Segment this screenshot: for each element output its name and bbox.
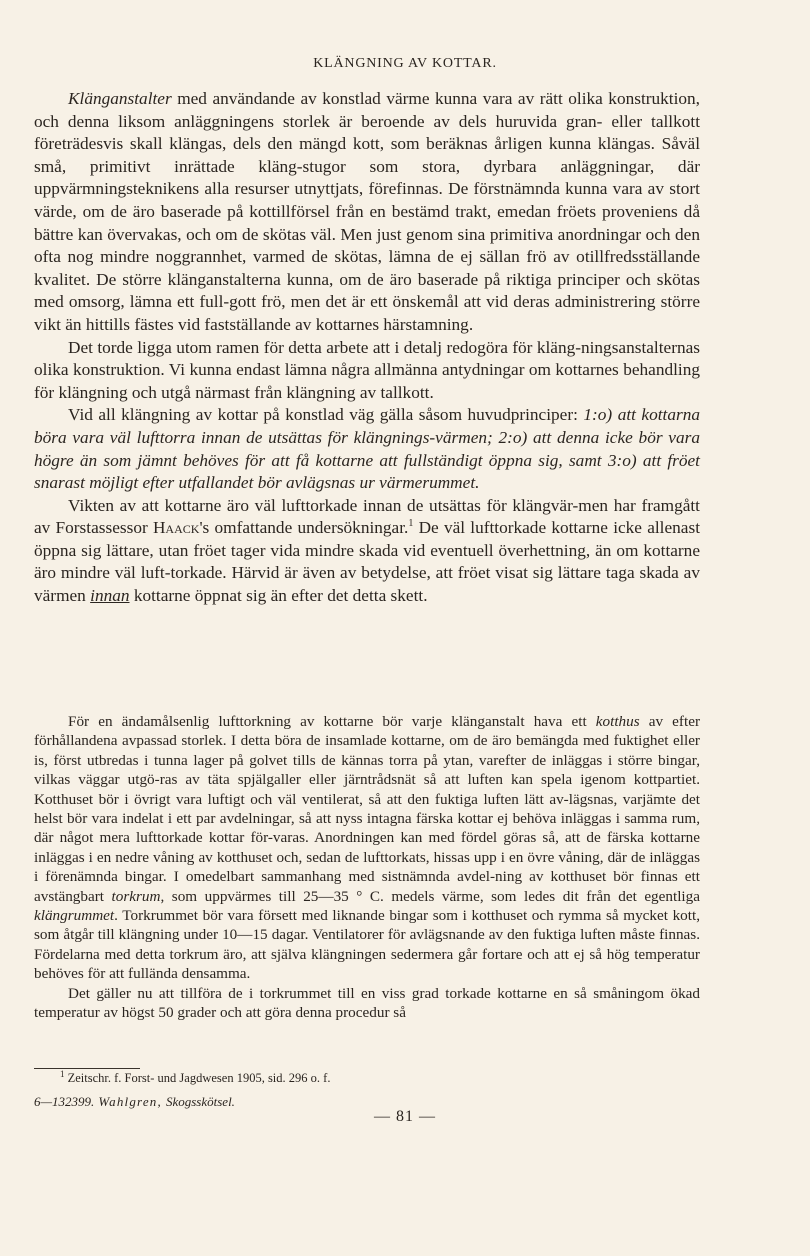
paragraph-1: Klänganstalter med användande av konstlad värme kunna vara av rätt olika konstruktion, och denna liksom anläggningens storlek är beroende av dels huruvida gran- eller tallkott företrädesvis skall klängas, dels den mängd kott, som beräknas årligen kunna klängas. Såväl små, primitivt inrättade kläng-stugor som stora, dyrbara anläggningar, där uppvärmningsteknikens alla resurser utnyttjats, förefinnas. De förstnämnda kunna vara av stort värde, om de äro baserade på kottillförsel från en bestämd trakt, emedan fröets proveniens då bättre kan övervakas, och om de skötas väl. Men just genom sina primitiva anordningar och den ofta nog mindre noggrannhet, varmed de skötas, lämna de ej sällan frö av otillfredsställande kvalitet. De större klänganstalterna kunna, om de äro baserade på riktiga principer och skötas med omsorg, lämna ett full-gott frö, men det är ett önskemål att vid deras administrering större vikt än hittills fästes vid fastställande av kottarnes härstamning.: [34, 89, 700, 334]
paragraph-2: Det torde ligga utom ramen för detta arbete att i detalj redogöra för kläng-ningsanstalternas olika konstruktion. Vi kunna endast lämna några allmänna antydningar om kottarnes behandling för klängning och utgå närmast från klängning av tallkott.: [34, 337, 700, 402]
footnote: $^1$ Zeitschr. f. Forst- und Jagdwesen 1905, sid. 296 o. f.: [60, 1068, 331, 1085]
paragraph-4: Vikten av att kottarne äro väl lufttorkade innan de utsättas för klängvär-men har framgått av Forstassessor Haack's omfattande undersökningar.$^1$ De väl lufttorkade kottarne icke allenast öppna sig lättare, utan fröet tager vida mindre skada vid eventuell överhettning, än om kottarne äro mindre väl luft-torkade. Härvid är även av betydelse, att fröet visat sig lättare taga skada av värmen innan kottarne öppnat sig än efter det detta skett.: [34, 495, 700, 606]
page-number: — 81 —: [374, 1108, 436, 1125]
main-text: [34, 88, 700, 608]
paragraph-3: Vid all klängning av kottar på konstlad väg gälla såsom huvudprinciper: 1:o) att kottarna böra vara väl lufttorra innan de utsättas för klängnings-värmen; 2:o) att denna icke bör vara högre än som jämnt behöves för att få kottarne att fullständigt öppna sig, samt 3:o) att fröet snarast möjligt efter utfallandet bör avlägsnas ur värmerummet.: [34, 405, 700, 493]
small-paragraph-2: Det gäller nu att tillföra de i torkrummet till en viss grad torkade kottarne en så småningom ökad temperatur av högst 50 grader och att göra denna procedur så: [34, 984, 700, 1022]
printer-imprint: 6—132399. Wahlgren, Skogsskötsel.: [34, 1094, 235, 1109]
small-paragraph-1: För en ändamålsenlig lufttorkning av kottarne bör varje klänganstalt hava ett kotthus av efter förhållandena avpassad storlek. I detta böra de insamlade kottarne, om de äro bemängda med fuktighet eller is, först utbredas i tunna lager på golvet tills de kännas torra på ytan, varefter de inläggas i större bingar, vilkas väggar utgö-ras av täta spjälgaller eller järntrådsnät så att luften kan spela igenom kottpartiet. Kotthuset bör i övrigt vara luftigt och väl ventilerat, så att den fuktiga luften lätt av-lägsnas, varjämte det helst bör vara indelat i ett par avdelningar, så att nyss intagna färska kottar ej behöva inläggas i samma rum, där något mera lufttorkade kottar för-varas. Anordningen kan med fördel göras så, att de färska kottarne inläggas i en nedre våning av kotthuset och, sedan de lufttorkats, hissas upp i en övre våning, där de inläggas i förenämnda bingar. I omedelbart sammanhang med sistnämnda avdel-ning av kotthuset bör finnas ett avstängbart torkrum, som uppvärmes till 25—35 ° C. medels värme, som ledes dit från det egentliga klängrummet. Torkrummet bör vara försett med liknande bingar som i kotthuset och rymma så mycket kott, som åtgår till klängning under 10—15 dagar. Ventilatorer för avlägsnande av den fuktiga luften måste finnas. Fördelarna med detta torkrum äro, att själva klängningen sedermera går fortare och att ej så hög temperatur behöves för att fullända densamma.: [34, 713, 700, 983]
small-print-text: [34, 712, 700, 1023]
name-haack: Haack: [152, 518, 200, 538]
running-header: KLÄNGNING AV KOTTAR.: [313, 56, 497, 71]
term-klanganstalter: Klänganstalter: [68, 89, 172, 108]
footnote-rule: [34, 1068, 140, 1069]
footnote-ref: 1: [408, 518, 414, 530]
